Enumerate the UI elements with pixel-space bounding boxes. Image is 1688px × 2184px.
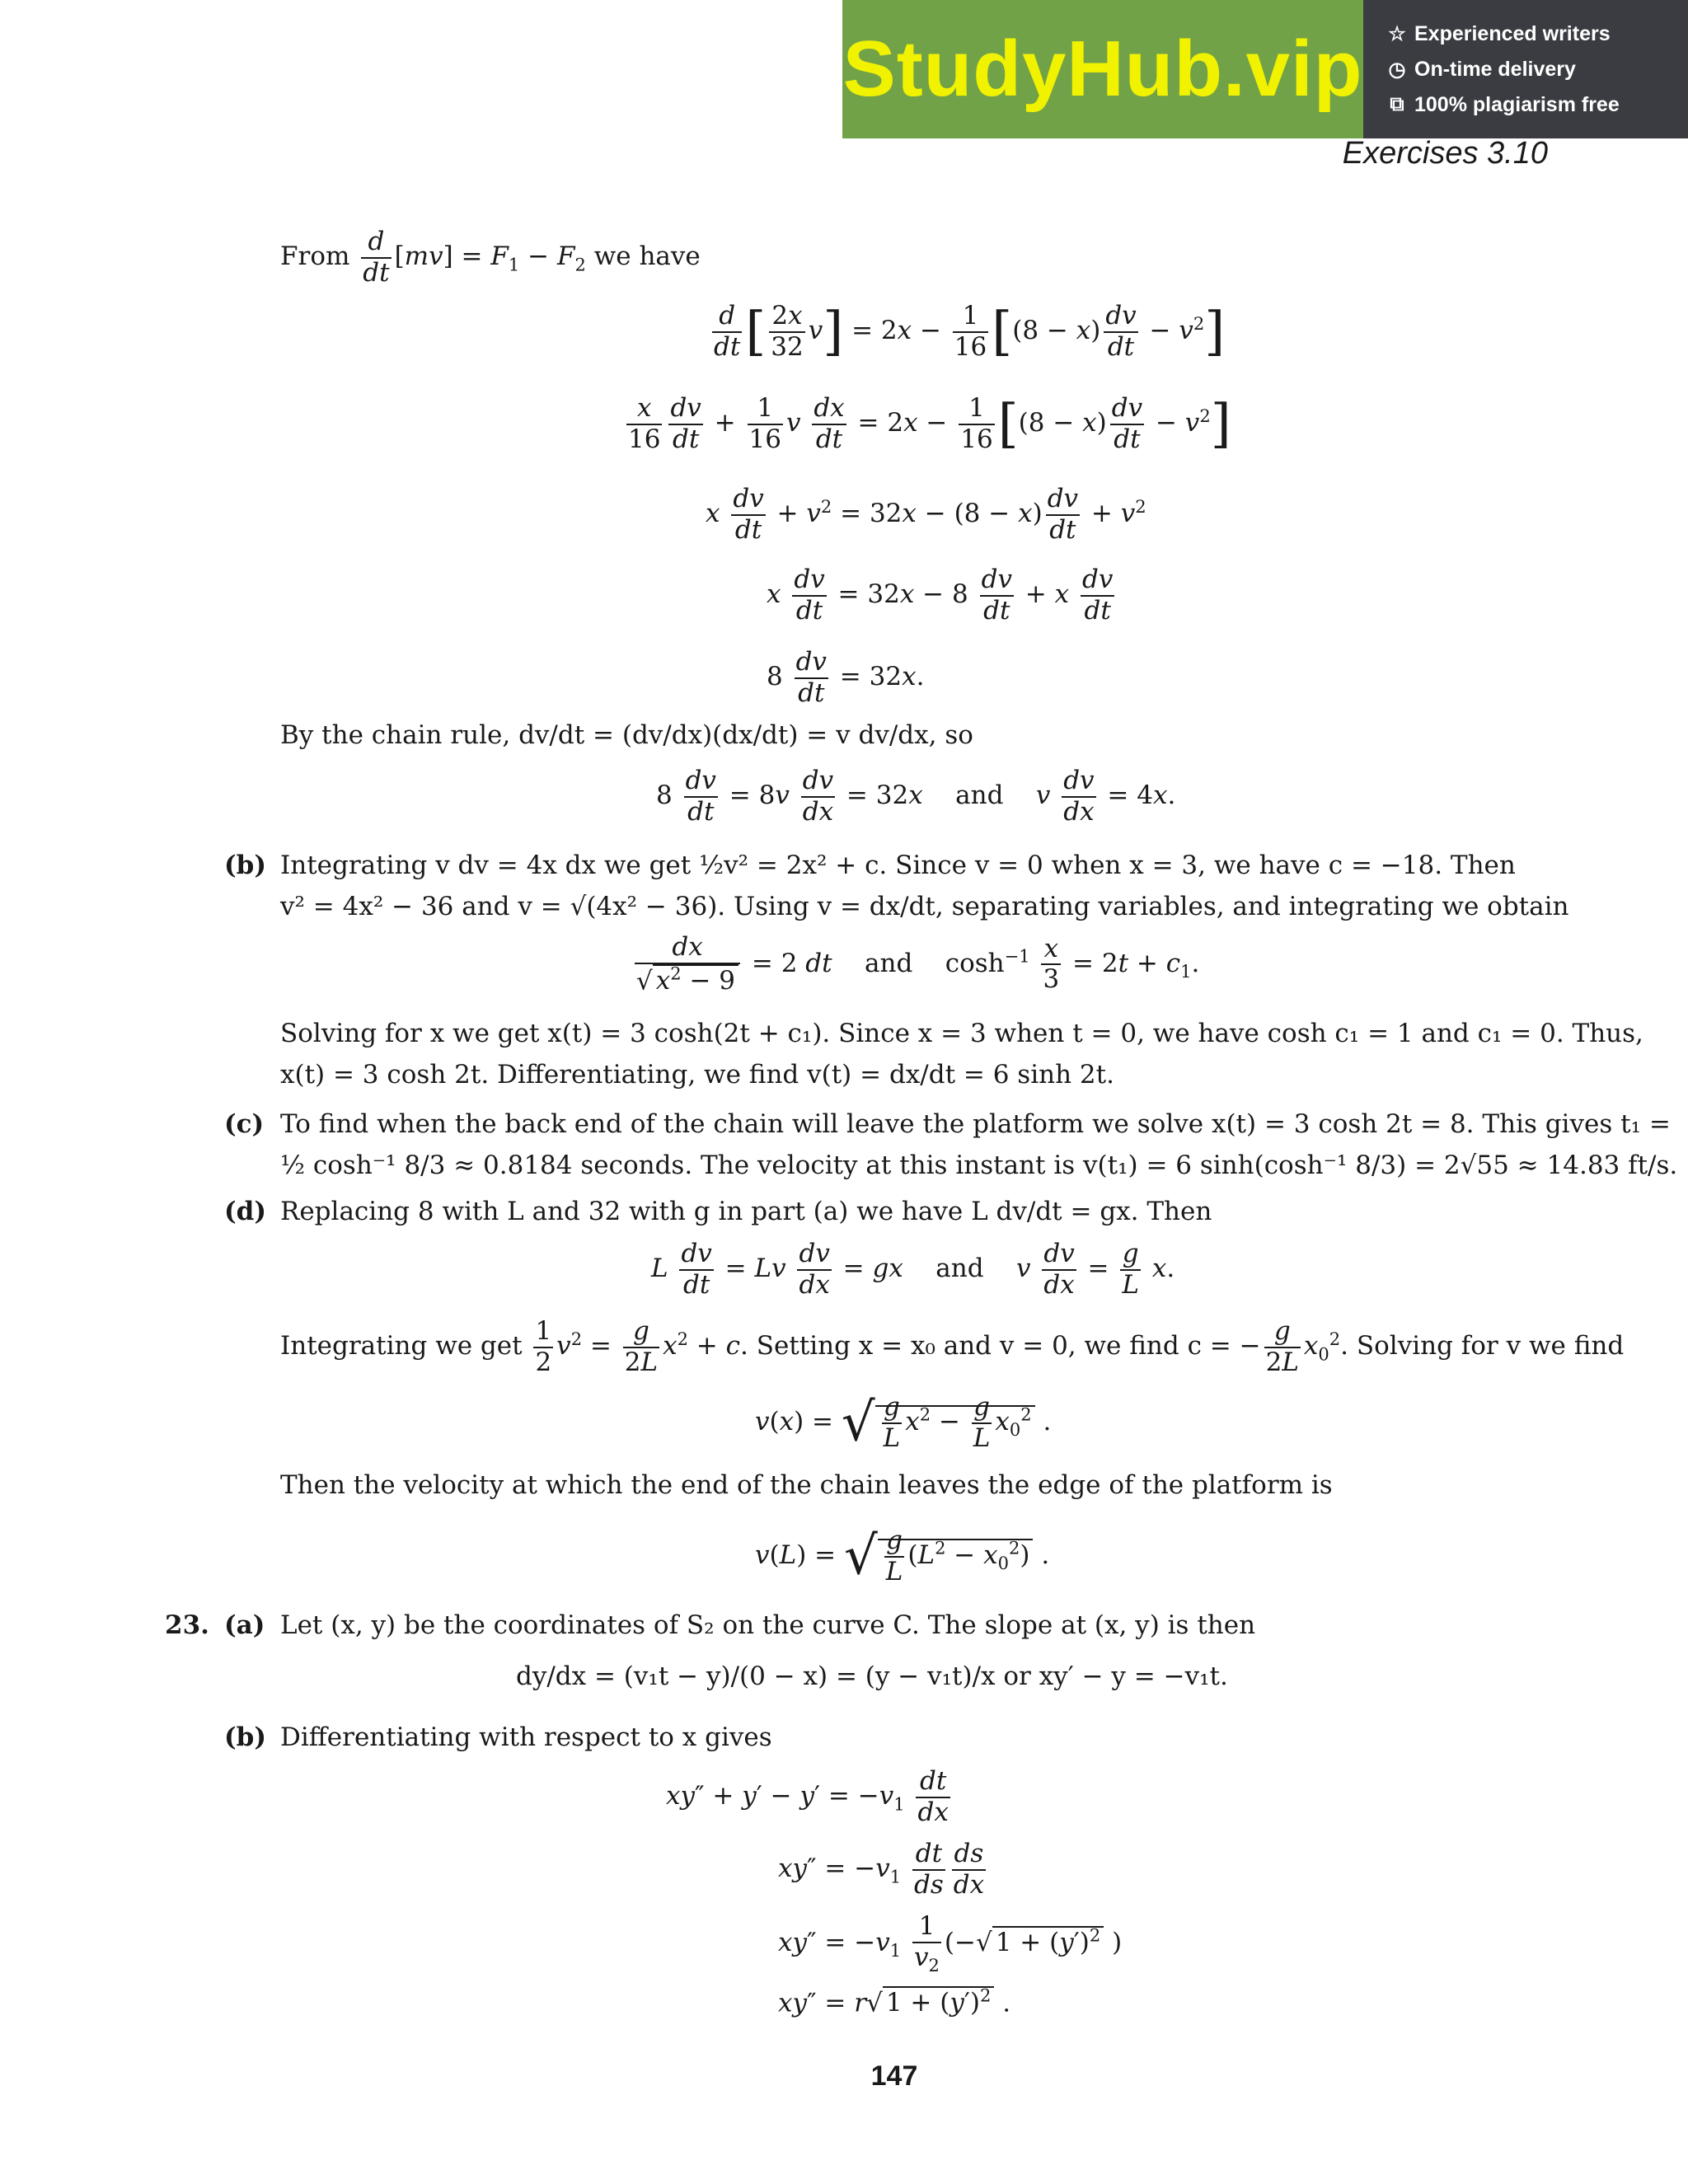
equation: x $\frac{dv}{dt}$ = 32x − 8 $\frac{dv}{dt}$ + x $\frac{dv}{dt}$ xyxy=(767,565,1114,626)
text-line: Differentiating with respect to x gives xyxy=(280,1722,772,1752)
perk-item: ⧉ 100% plagiarism free xyxy=(1386,93,1688,117)
perk-item: ☆ Experienced writers xyxy=(1386,22,1688,46)
perks-list xyxy=(1363,0,1688,138)
text-line: Replacing 8 with L and 32 with g in part (a) we have L dv/dt = gx. Then xyxy=(280,1197,1212,1226)
equation: v(L) = √ $\frac{g}{L}$ $(L^2 - x_0^2)$ . xyxy=(755,1526,1050,1587)
text-line: v² = 4x² − 36 and v = √(4x² − 36). Using v = dx/dt, separating variables, and integrating we obtain xyxy=(280,892,1569,921)
text-line: x(t) = 3 cosh 2t. Differentiating, we find v(t) = dx/dt = 6 sinh 2t. xyxy=(280,1060,1114,1090)
equation: $\frac{dx}{√ x^2 - 9}$ = 2 dt and $\cosh^{-1}$ $\frac{x}{3}$ = $2t + c_1$. xyxy=(636,932,1200,996)
equation: $\frac{x}{16}$ $\frac{dv}{dt}$ + $\frac{1}{16}$ v $\frac{dx}{dt}$ = 2x − $\frac{1}{16}$ [(8 − x) $\frac{dv}{dt}$ − $v^2$] xyxy=(628,393,1231,455)
equation: $\frac{d}{dt}$ [ $\frac{2x}{32}$ v] = 2x − $\frac{1}{16}$ [(8 − x) $\frac{dv}{dt}$ − $v^2$] xyxy=(714,301,1226,363)
ad-banner[interactable] xyxy=(842,0,1688,138)
equation: dy/dx = (v₁t − y)/(0 − x) = (y − v₁t)/x or xy′ − y = −v₁t. xyxy=(516,1661,1228,1691)
running-head: Exercises 3.10 xyxy=(1342,136,1548,171)
part-label: (d) xyxy=(224,1197,267,1226)
part-label: (c) xyxy=(224,1109,265,1139)
part-label: (b) xyxy=(224,851,267,880)
equation: xy″ = r√ $1 + (y')^2$ . xyxy=(778,1986,1011,2018)
text-line: Then the velocity at which the end of the chain leaves the edge of the platform is xyxy=(280,1470,1333,1500)
equation: 8 $\frac{dv}{dt}$ = 32x. xyxy=(767,647,925,708)
intro-line: From $\frac{d}{dt}$ $[mv] = F_1 - F_2$ we have xyxy=(280,227,701,288)
equation: $xy'' + y' - y' = -v_1$ $\frac{dt}{dx}$ xyxy=(666,1766,949,1827)
copy-icon: ⧉ xyxy=(1390,93,1404,115)
problem-number: 23. xyxy=(165,1610,209,1640)
equation: x $\frac{dv}{dt}$ + $v^2 = 32x - (8 - x)$ $\frac{dv}{dt}$ + $v^2$ xyxy=(706,484,1146,545)
brand-name: StudyHub.vip xyxy=(842,25,1363,113)
perk-item: ◷ On-time delivery xyxy=(1386,58,1688,82)
page-number: 147 xyxy=(870,2060,918,2092)
brand-logo[interactable] xyxy=(842,0,1363,138)
equation: L $\frac{dv}{dt}$ = Lv $\frac{dv}{dx}$ = gx and v $\frac{dv}{dx}$ = $\frac{g}{L}$ x. xyxy=(651,1239,1175,1300)
equation: 8 $\frac{dv}{dt}$ = 8v $\frac{dv}{dx}$ = 32x and v $\frac{dv}{dx}$ = 4x. xyxy=(656,766,1176,827)
text-line: Integrating v dv = 4x dx we get ½v² = 2x² + c. Since v = 0 when x = 3, we have c = −18. Then xyxy=(280,851,1516,880)
part-label: (a) xyxy=(224,1610,265,1640)
text-line: By the chain rule, dv/dt = (dv/dx)(dx/dt) = v dv/dx, so xyxy=(280,720,973,750)
text-line: Let (x, y) be the coordinates of S₂ on the curve C. The slope at (x, y) is then xyxy=(280,1610,1256,1640)
part-label: (b) xyxy=(224,1722,267,1752)
equation: $xy'' = -v_1$ $\frac{dt}{ds}$ $\frac{ds}{dx}$ xyxy=(778,1839,985,1900)
star-icon: ☆ xyxy=(1388,22,1406,45)
equation: v(x) = √ $\frac{g}{L}$ $x^2$ − $\frac{g}{L}$ $x_0^2$ . xyxy=(755,1392,1052,1454)
equation: $xy'' = -v_1$ $\frac{1}{v_2}$ (−√ $1 + (y')^2$ ) xyxy=(778,1911,1123,1975)
text-line: ½ cosh⁻¹ 8/3 ≈ 0.8184 seconds. The velocity at this instant is v(t₁) = 6 sinh(cosh⁻¹ 8/3) = 2√55 ≈ 14.83 ft/s. xyxy=(280,1151,1678,1180)
clock-icon: ◷ xyxy=(1388,58,1406,81)
text-line: Integrating we get $\frac{1}{2}$ $v^2$ = $\frac{g}{2L}$ $x^2 + c$. Setting x = x₀ and v = 0, we find c = − $\frac{g}{2L}$ $x_0^2$. Solving for v we find xyxy=(280,1316,1625,1377)
text-line: To find when the back end of the chain will leave the platform we solve x(t) = 3 cosh 2t = 8. This gives t₁ = xyxy=(280,1109,1671,1139)
text-line: Solving for x we get x(t) = 3 cosh(2t + c₁). Since x = 3 when t = 0, we have cosh c₁ = 1 and c₁ = 0. Thus, xyxy=(280,1019,1643,1048)
